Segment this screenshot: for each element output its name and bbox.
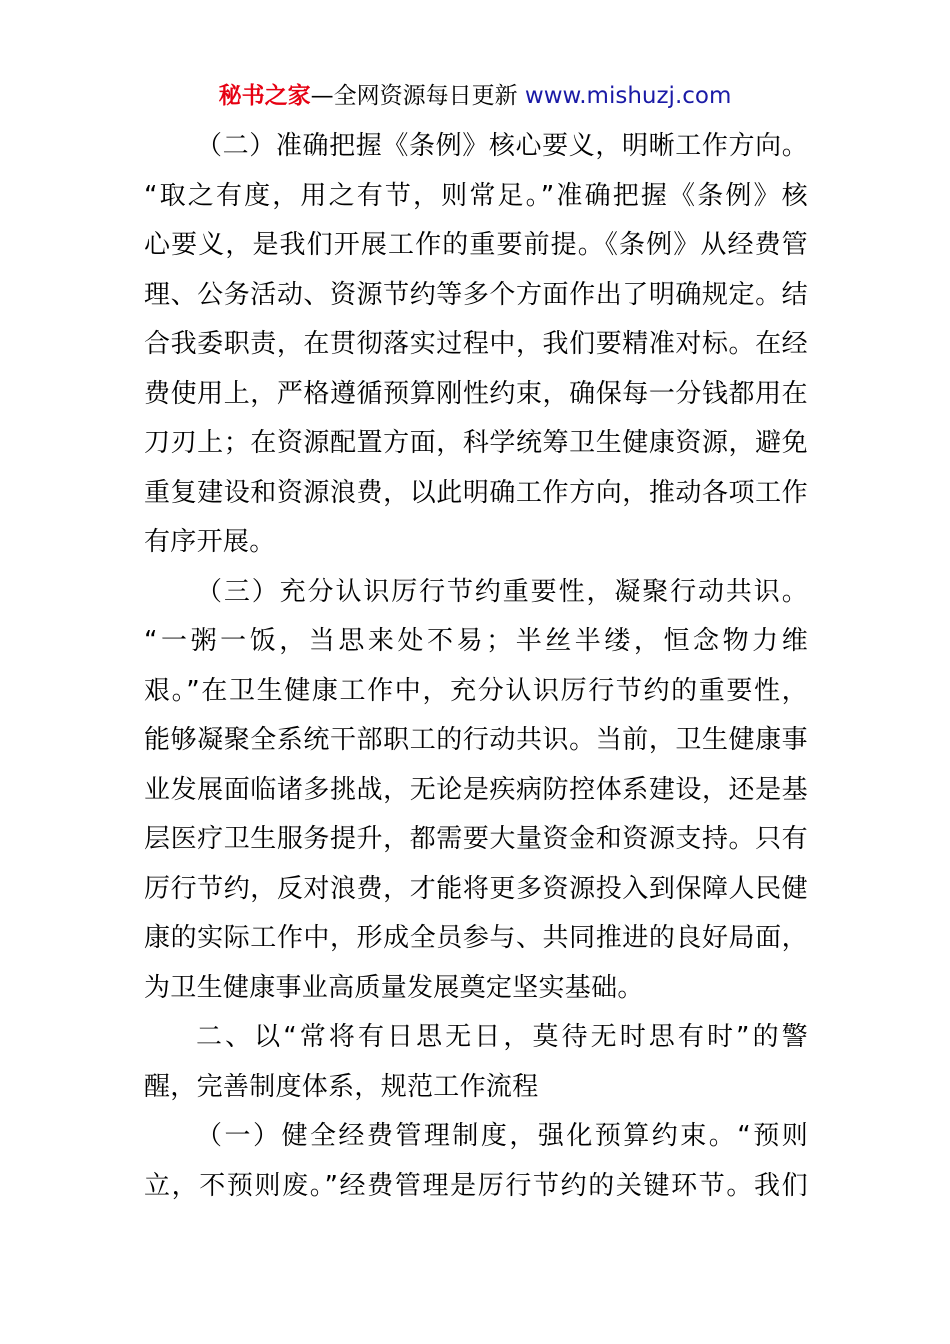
text-line: 理、公务活动、资源节约等多个方面作出了明确规定。结 [144, 279, 808, 310]
header-tagline: —全网资源每日更新 [310, 83, 525, 109]
text-line: 费使用上，严格遵循预算刚性约束，确保每一分钱都用在 [144, 378, 808, 409]
text-line: 康的实际工作中，形成全员参与、共同推进的良好局面， [144, 923, 808, 953]
text-line: 为卫生健康事业高质量发展奠定坚实基础。 [144, 972, 644, 1003]
text-line: 艰。”在卫生健康工作中，充分认识厉行节约的重要性， [144, 675, 808, 706]
section-heading-2: （二）准确把握《条例》核心要义，明晰工作方向。 [196, 131, 808, 161]
text-line: 有序开展。 [144, 527, 276, 557]
text-line: “一粥一饭，当思来处不易；半丝半缕，恒念物力维 [144, 626, 808, 656]
page-header [0, 80, 950, 112]
text-line: 业发展面临诸多挑战，无论是疾病防控体系建设，还是基 [144, 774, 808, 805]
chapter-heading-cont: 醒，完善制度体系，规范工作流程 [144, 1071, 539, 1102]
chapter-heading: 二、以“常将有日思无日，莫待无时思有时”的警 [196, 1022, 808, 1052]
text-line: 层医疗卫生服务提升，都需要大量资金和资源支持。只有 [144, 824, 808, 854]
document-body [144, 122, 808, 1211]
text-line: 心要义，是我们开展工作的重要前提。《条例》从经费管 [144, 230, 808, 260]
text-line: 厉行节约，反对浪费，才能将更多资源投入到保障人民健 [144, 873, 808, 904]
section-heading-1: （一）健全经费管理制度，强化预算约束。“预则 [196, 1121, 808, 1151]
text-line: 合我委职责，在贯彻落实过程中，我们要精准对标。在经 [144, 329, 808, 359]
header-url[interactable]: www.mishuzj.com [524, 83, 732, 109]
text-line: “取之有度，用之有节，则常足。”准确把握《条例》核 [144, 180, 808, 211]
section-heading-3: （三）充分认识厉行节约重要性，凝聚行动共识。 [196, 576, 808, 607]
text-line: 立，不预则废。”经费管理是厉行节约的关键环节。我们 [144, 1170, 808, 1201]
text-line: 刀刃上；在资源配置方面，科学统筹卫生健康资源，避免 [144, 428, 808, 458]
text-line: 重复建设和资源浪费，以此明确工作方向，推动各项工作 [144, 477, 808, 508]
text-line: 能够凝聚全系统干部职工的行动共识。当前，卫生健康事 [144, 725, 808, 755]
brand-name: 秘书之家 [218, 83, 311, 109]
